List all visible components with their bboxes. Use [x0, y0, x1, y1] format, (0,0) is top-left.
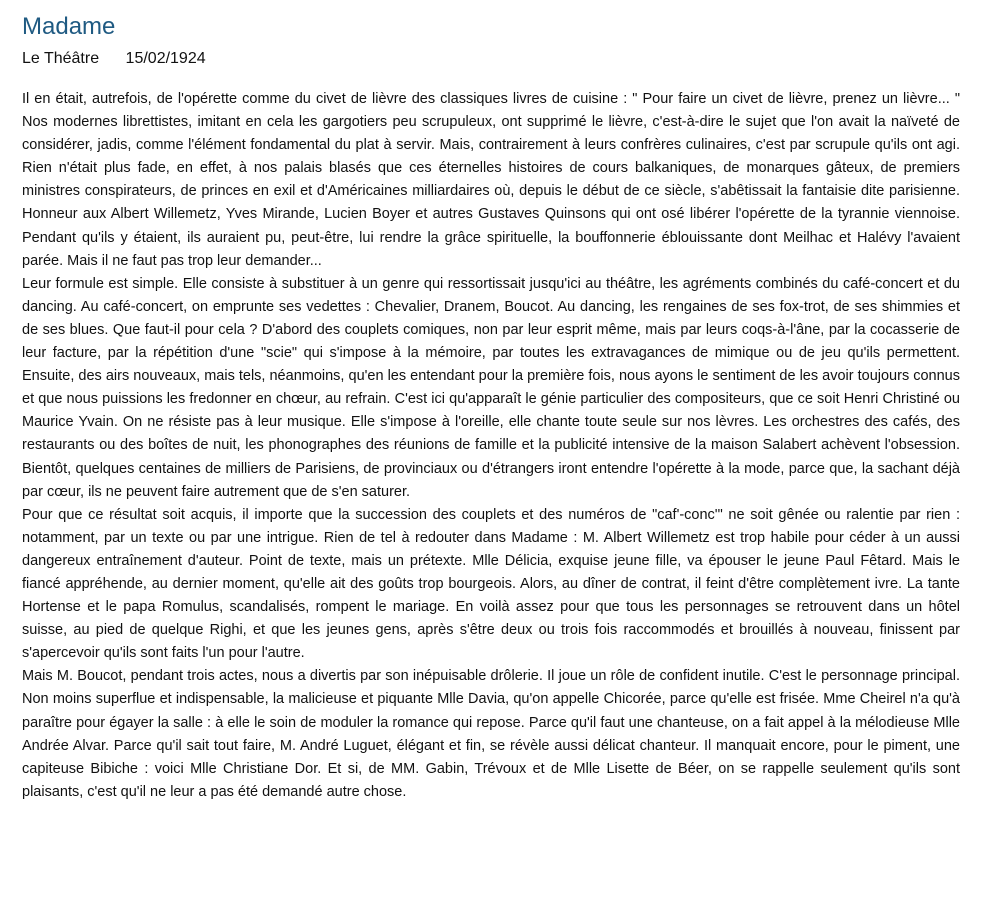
article-date: 15/02/1924	[125, 50, 206, 67]
paragraph: Pour que ce résultat soit acquis, il importe que la succession des couplets et des numéros de "caf'-conc'" ne soit gênée ou ralentie par rien : notamment, par un texte ou par une intrigue. Rien de tel à redouter dans Madame : M. Albert Willemetz est trop habile pour céder à un aussi dangereux entraînement d'auteur. Point de texte, mais un prétexte. Mlle Délicia, exquise jeune fille, va épouser le jeune Paul Fêtard. Mais le fiancé appréhende, au dernier moment, qu'elle ait des goûts trop bourgeois. Alors, au dîner de contrat, il feint d'être complètement ivre. La tante Hortense et le papa Romulus, scandalisés, rompent le mariage. En voilà assez pour que tous les personnages se retrouvent dans un hôtel suisse, au pied de quelque Righi, et que les jeunes gens, après s'être deux ou trois fois raccommodés et brouillés à nouveau, finissent par s'apercevoir qu'ils sont faits l'un pour l'autre.	[22, 506, 960, 662]
article-body	[22, 88, 960, 804]
paragraph: Mais M. Boucot, pendant trois actes, nous a divertis par son inépuisable drôlerie. Il joue un rôle de confident inutile. C'est le personnage principal. Non moins superflue et indispensable, la malicieuse et piquante Mlle Davia, qu'on appelle Chicorée, parce qu'elle est frisée. Mme Cheirel n'a qu'à paraître pour égayer la salle : à elle le soin de moduler la romance qui repose. Parce qu'il faut une chanteuse, on a fait appel à la mélodieuse Mlle Andrée Alvar. Parce qu'il sait tout faire, M. André Luguet, élégant et fin, se révèle aussi délicat chanteur. Il manquait encore, pour le piment, une capiteuse Bibiche : voici Mlle Christiane Dor. Et si, de MM. Gabin, Trévoux et de Mlle Lisette de Béer, on se rappelle seulement qu'ils sont plaisants, c'est qu'il ne leur a pas été demandé autre chose.	[22, 668, 960, 800]
article-meta	[22, 48, 960, 70]
paragraph: Leur formule est simple. Elle consiste à substituer à un genre qui ressortissait jusqu'ici au théâtre, les agréments combinés du café-concert et du dancing. Au café-concert, on emprunte ses vedettes : Chevalier, Dranem, Boucot. Au dancing, les rengaines de ses fox-trot, de ses shimmies et de ses blues. Que faut-il pour cela ? D'abord des couplets comiques, non par leur esprit même, mais par leurs coqs-à-l'âne, par la cocasserie de leur facture, par la répétition d'une "scie" qui s'impose à la mémoire, par toutes les extravagances de mimique ou de jeu qu'ils permettent. Ensuite, des airs nouveaux, mais tels, néanmoins, qu'en les entendant pour la première fois, nous ayons le sentiment de les avoir toujours connus et que nous puissions les fredonner en chœur, au refrain. C'est ici qu'apparaît le génie particulier des compositeurs, que ce soit Henri Christiné ou Maurice Yvain. On ne résiste pas à leur musique. Elle s'impose à l'oreille, elle chante toute seule sur nos lèvres. Les orchestres des cafés, des restaurants ou des boîtes de nuit, les phonographes des réunions de famille et la publicité intensive de la maison Salabert achèvent l'obsession. Bientôt, quelques centaines de milliers de Parisiens, de provinciaux ou d'étrangers iront entendre l'opérette à la mode, parce que, la sachant déjà par cœur, ils ne peuvent faire autrement que de s'en saturer.	[22, 275, 960, 500]
article	[22, 12, 960, 804]
paragraph: Il en était, autrefois, de l'opérette comme du civet de lièvre des classiques livres de cuisine : " Pour faire un civet de lièvre, prenez un lièvre... " Nos modernes librettistes, imitant en cela les gargotiers peu scrupuleux, ont supprimé le lièvre, c'est-à-dire le sujet que l'on avait la naïveté de considérer, jadis, comme l'élément fondamental du plat à servir. Mais, contrairement à leurs confrères culinaires, c'est par scrupule qu'ils ont agi. Rien n'était plus fade, en effet, à nos palais blasés que ces éternelles histoires de cours balkaniques, de monarques gâteux, de premiers ministres conspirateurs, de princes en exil et d'Américaines milliardaires où, depuis le début de ce siècle, s'abêtissait la fantaisie dite parisienne. Honneur aux Albert Willemetz, Yves Mirande, Lucien Boyer et autres Gustaves Quinsons qui ont osé libérer l'opérette de la tyrannie viennoise. Pendant qu'ils y étaient, ils auraient pu, peut-être, lui rendre la grâce spirituelle, la bouffonnerie éblouissante dont Meilhac et Halévy l'avaient parée. Mais il ne faut pas trop leur demander...	[22, 91, 960, 269]
article-source: Le Théâtre	[22, 50, 100, 67]
article-title: Madame	[22, 13, 116, 40]
